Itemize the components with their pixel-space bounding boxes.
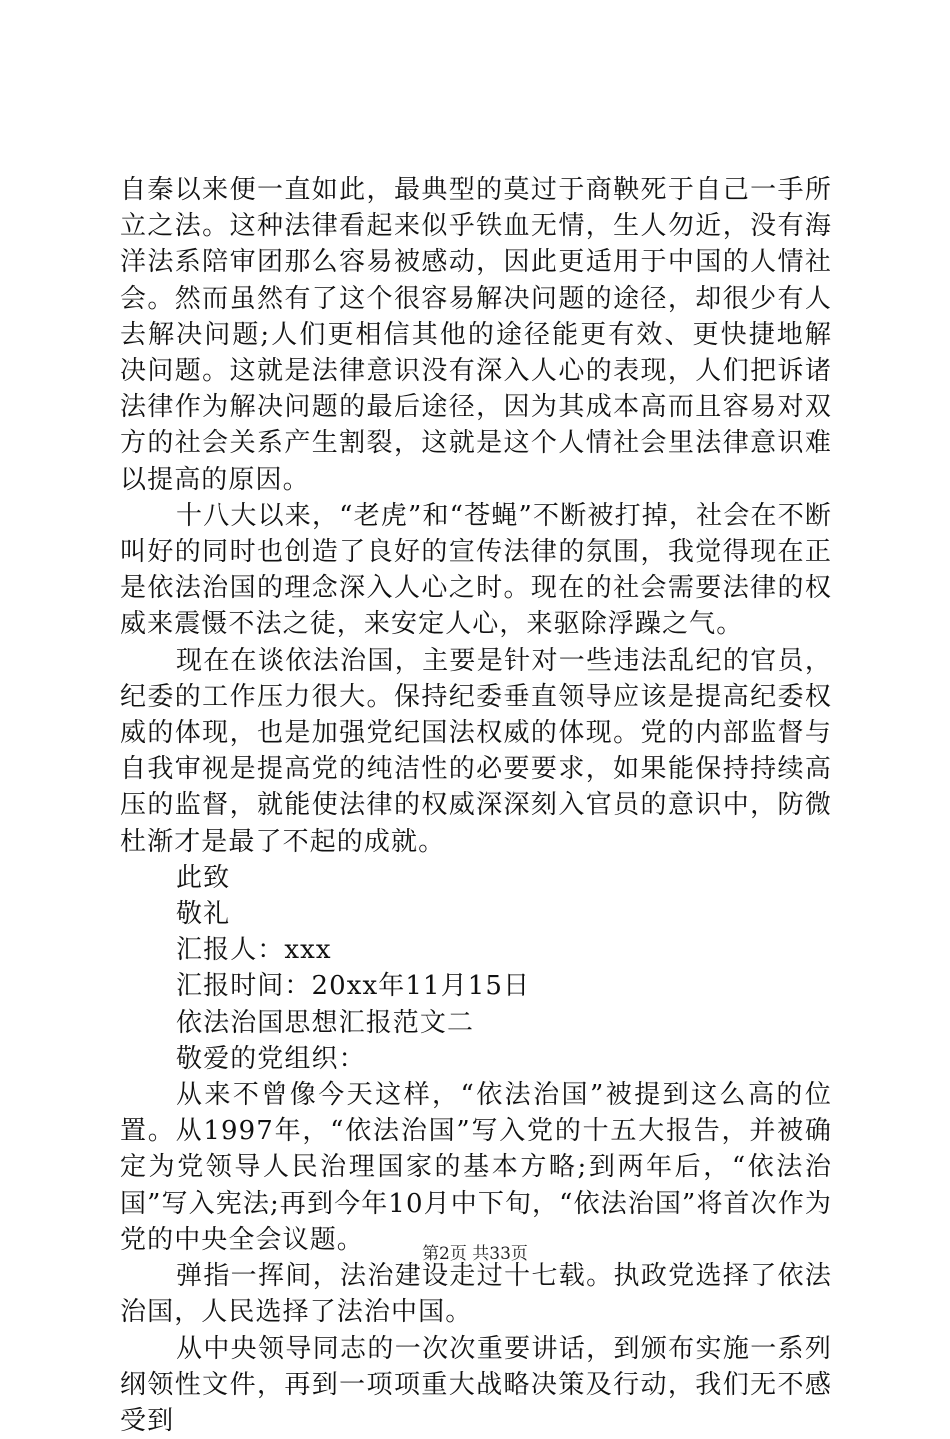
paragraph-3: 现在在谈依法治国，主要是针对一些违法乱纪的官员，纪委的工作压力很大。保持纪委垂直领导应该是提高纪委权威的体现，也是加强党纪国法权威的体现。党的内部监督与自我审视是提高党的纯洁性的必要要求，如果能保持持续高压的监督，就能使法律的权威深深刻入官员的意识中，防微杜渐才是最了不起的成就。 <box>120 643 832 860</box>
report-date-line: 汇报时间：20xx年11月15日 <box>120 968 832 1004</box>
paragraph-6: 从中央领导同志的一次次重要讲话，到颁布实施一系列纲领性文件，再到一项项重大战略决策及行动，我们无不感受到 <box>120 1331 832 1439</box>
paragraph-5: 弹指一挥间，法治建设走过十七载。执政党选择了依法治国，人民选择了法治中国。 <box>120 1258 832 1330</box>
paragraph-2: 十八大以来，“老虎”和“苍蝇”不断被打掉，社会在不断叫好的同时也创造了良好的宣传法律的氛围，我觉得现在正是依法治国的理念深入人心之时。现在的社会需要法律的权威来震慑不法之徒，来安定人心，来驱除浮躁之气。 <box>120 498 832 643</box>
page-footer: 第2页 共33页 <box>0 1244 950 1264</box>
closing-salutation: 此致 <box>120 860 832 896</box>
paragraph-1: 自秦以来便一直如此，最典型的莫过于商鞅死于自己一手所立之法。这种法律看起来似乎铁血无情，生人勿近，没有海洋法系陪审团那么容易被感动，因此更适用于中国的人情社会。然而虽然有了这个很容易解决问题的途径，却很少有人去解决问题;人们更相信其他的途径能更有效、更快捷地解决问题。这就是法律意识没有深入人心的表现，人们把诉诸法律作为解决问题的最后途径，因为其成本高而且容易对双方的社会关系产生割裂，这就是这个人情社会里法律意识难以提高的原因。 <box>120 172 832 498</box>
section-title: 依法治国思想汇报范文二 <box>120 1005 832 1041</box>
greeting-line: 敬爱的党组织： <box>120 1041 832 1077</box>
closing-regards: 敬礼 <box>120 896 832 932</box>
paragraph-4: 从来不曾像今天这样，“依法治国”被提到这么高的位置。从1997年，“依法治国”写入党的十五大报告，并被确定为党领导人民治理国家的基本方略;到两年后，“依法治国”写入宪法;再到今年10月中下旬，“依法治国”将首次作为党的中央全会议题。 <box>120 1077 832 1258</box>
reporter-line: 汇报人：xxx <box>120 932 832 968</box>
